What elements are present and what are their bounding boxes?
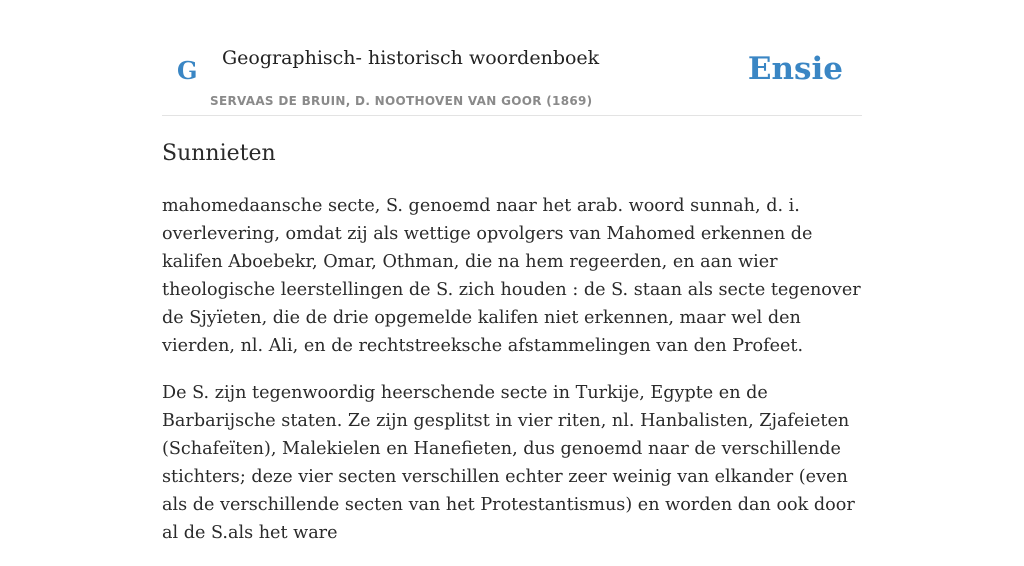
- entry-paragraph: mahomedaansche secte, S. genoemd naar het arab. woord sunnah, d. i. overlevering, omdat zij als wettige opvolgers van Mahomed erkennen de kalifen Aboebekr, Omar, Othman, die na hem regeerden, en aan wier theologische leerstellingen de S. zich houden : de S. staan als secte tegenover de Sjyïeten, die de drie opgemelde kalifen niet erkennen, maar wel den vierden, nl. Ali, en de rechtstreeksche afstammelingen van den Profeet.: [162, 196, 861, 356]
- entry-title: Sunnieten: [162, 141, 276, 166]
- letter-index-link[interactable]: G: [177, 56, 198, 85]
- entry-paragraph: De S. zijn tegenwoordig heerschende secte in Turkije, Egypte en de Barbarijsche staten. Ze zijn gesplitst in vier riten, nl. Hanbalisten, Zjafeieten (Schafeïten), Malekielen en Hanefieten, dus genoemd naar de verschillende stichters; deze vier secten verschillen echter zeer weinig van elkander (even als de verschillende secten van het Protestantismus) en worden dan ook door al de S.als het ware: [162, 383, 855, 543]
- entry-body: [162, 192, 862, 566]
- ensie-logo-link[interactable]: Ensie: [747, 51, 843, 87]
- book-authors: SERVAAS DE BRUIN, D. NOOTHOVEN VAN GOOR (1869): [210, 94, 593, 108]
- header: [162, 0, 862, 116]
- book-title-link[interactable]: Geographisch- historisch woordenboek: [222, 47, 600, 69]
